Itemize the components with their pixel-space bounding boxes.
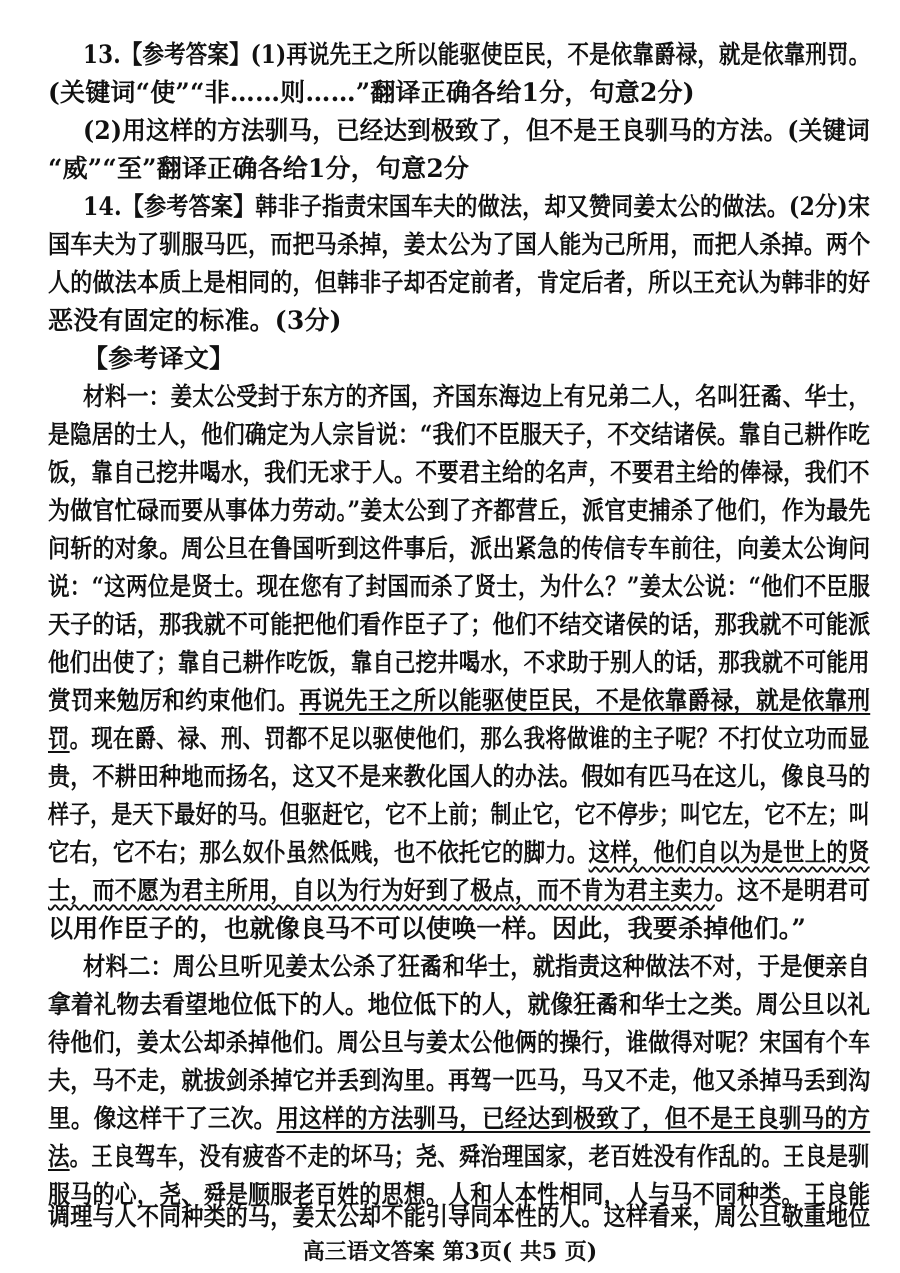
underlined-sentence-13-1: 再说先王之所以能驱使臣民，不是依靠爵禄，就是依靠刑: [299, 686, 871, 715]
material1-line-13-text: 它右，它不右；那么奴仆虽然低贱，也不依托它的脚力。: [48, 838, 589, 867]
material1-line-9: [48, 684, 870, 718]
material2-line-6: [48, 1140, 870, 1174]
material1-line-6: 说：“这两位是贤士。现在您有了封国而杀了贤士，为什么？”姜太公说：“他们不臣服: [48, 572, 871, 601]
q13-answer-line-3: (2)用这样的方法驯马，已经达到极致了，但不是王良驯马的方法。(关键词: [83, 116, 870, 145]
material1-line-9-text: 赏罚来勉厉和约束他们。: [48, 686, 300, 715]
q14-answer-line-1: 14.【参考答案】韩非子指责宋国车夫的做法，却又赞同姜太公的做法。(2分)宋: [83, 192, 871, 221]
q14-answer-line-2: 国车夫为了驯服马匹，而把马杀掉，姜太公为了国人能为己所用，而把人杀掉。两个: [48, 230, 871, 259]
q13-answer-line-1: 13.【参考答案】(1)再说先王之所以能驱使臣民，不是依靠爵禄，就是依靠刑罚。: [83, 40, 871, 69]
material1-line-13: [48, 836, 870, 870]
material1-line-14-text: 。这不是明君可: [714, 876, 871, 905]
material2-line-4: 夫，马不走，就拔剑杀掉它并丢到沟里。再驾一匹马，马又不走，他又杀掉马丢到沟: [48, 1066, 871, 1095]
material1-line-14: [48, 874, 870, 908]
material1-line-5: 问斩的对象。周公旦在鲁国听到这件事后，派出紧急的传信专车前往，向姜太公询问: [48, 534, 871, 563]
underlined-sentence-13-2: 用这样的方法驯马，已经达到极致了，但不是王良驯马的方: [276, 1104, 871, 1133]
wavy-underlined-sentence-end: 士，而不愿为君主所用，自以为行为好到了极点，而不肯为君主卖力: [48, 876, 715, 905]
material2-line-6-text: 。王良驾车，没有疲沓不走的坏马；尧、舜治理国家，老百姓没有作乱的。王良是驯: [69, 1142, 870, 1171]
material1-line-10: [48, 722, 870, 756]
q14-answer-line-4: 恶没有固定的标准。(3分): [48, 306, 342, 335]
material2-line-3: 待他们，姜太公却杀掉他们。周公旦与姜太公他俩的操行，谁做得对呢？宋国有个车: [48, 1028, 871, 1057]
page-footer: 高三语文答案 第3页( 共5 页): [302, 1239, 598, 1265]
q13-answer-line-4: “威”“至”翻译正确各给1分，句意2分: [48, 154, 470, 183]
material1-line-4: 为做官忙碌而要从事体力劳动。”姜太公到了齐都营丘，派官吏捕杀了他们，作为最先: [48, 496, 871, 525]
material1-line-8: 他们出使了；靠自己耕作吃饭，靠自己挖井喝水，不求助于别人的话，那我就不可能用: [48, 648, 870, 677]
material1-line-12: 样子，是天下最好的马。但驱赶它，它不上前；制止它，它不停步；叫它左，它不左；叫: [48, 800, 870, 829]
translation-heading: 【参考译文】: [83, 344, 235, 373]
material1-line-1: 材料一：姜太公受封于东方的齐国，齐国东海边上有兄弟二人，名叫狂矞、华士，: [83, 382, 871, 411]
wavy-underlined-sentence: 这样，他们自以为是世上的贤: [588, 838, 870, 867]
underlined-sentence-13-2-end: 法: [48, 1142, 70, 1171]
q14-answer-line-3: 人的做法本质上是相同的，但韩非子却否定前者，肯定后者，所以王充认为韩非的好: [48, 268, 871, 297]
material2-line-2: 拿着礼物去看望地位低下的人。地位低下的人，就像狂矞和华士之类。周公旦以礼: [48, 990, 871, 1019]
underlined-sentence-13-1-end: 罚: [48, 724, 70, 753]
material1-line-10-text: 。现在爵、禄、刑、罚都不足以驱使他们，那么我将做谁的主子呢？不打仗立功而显: [69, 724, 870, 753]
q13-answer-line-2: (关键词“使”“非……则……”翻译正确各给1分，句意2分): [48, 78, 695, 107]
material2-line-5-text: 里。像这样干了三次。: [48, 1104, 277, 1133]
material2-line-1: 材料二：周公旦听见姜太公杀了狂矞和华士，就指责这种做法不对，于是便亲自: [83, 952, 871, 981]
material1-line-11: 贵，不耕田种地而扬名，这又不是来教化国人的办法。假如有匹马在这儿，像良马的: [48, 762, 871, 791]
material2-line-5: [48, 1102, 870, 1136]
material1-line-3: 饭，靠自己挖井喝水，我们无求于人。不要君主给的名声，不要君主给的俸禄，我们不: [48, 458, 870, 487]
material2-line-7: 服马的心，尧、舜是顺服老百姓的思想。人和人本性相同，人与马不同种类。王良能: [48, 1180, 871, 1209]
material1-line-2: 是隐居的士人，他们确定为人宗旨说：“我们不臣服天子，不交结诸侯。靠自己耕作吃: [48, 420, 870, 449]
material1-line-7: 天子的话，那我就不可能把他们看作臣子了；他们不结交诸侯的话，那我就不可能派: [48, 610, 871, 639]
material2-line-8: 调理与人不同种类的马，姜太公却不能引导同本性的人。这样看来，周公旦敬重地位: [48, 1202, 871, 1231]
material1-line-15: 以用作臣子的，也就像良马不可以使唤一样。因此，我要杀掉他们。”: [48, 914, 807, 943]
